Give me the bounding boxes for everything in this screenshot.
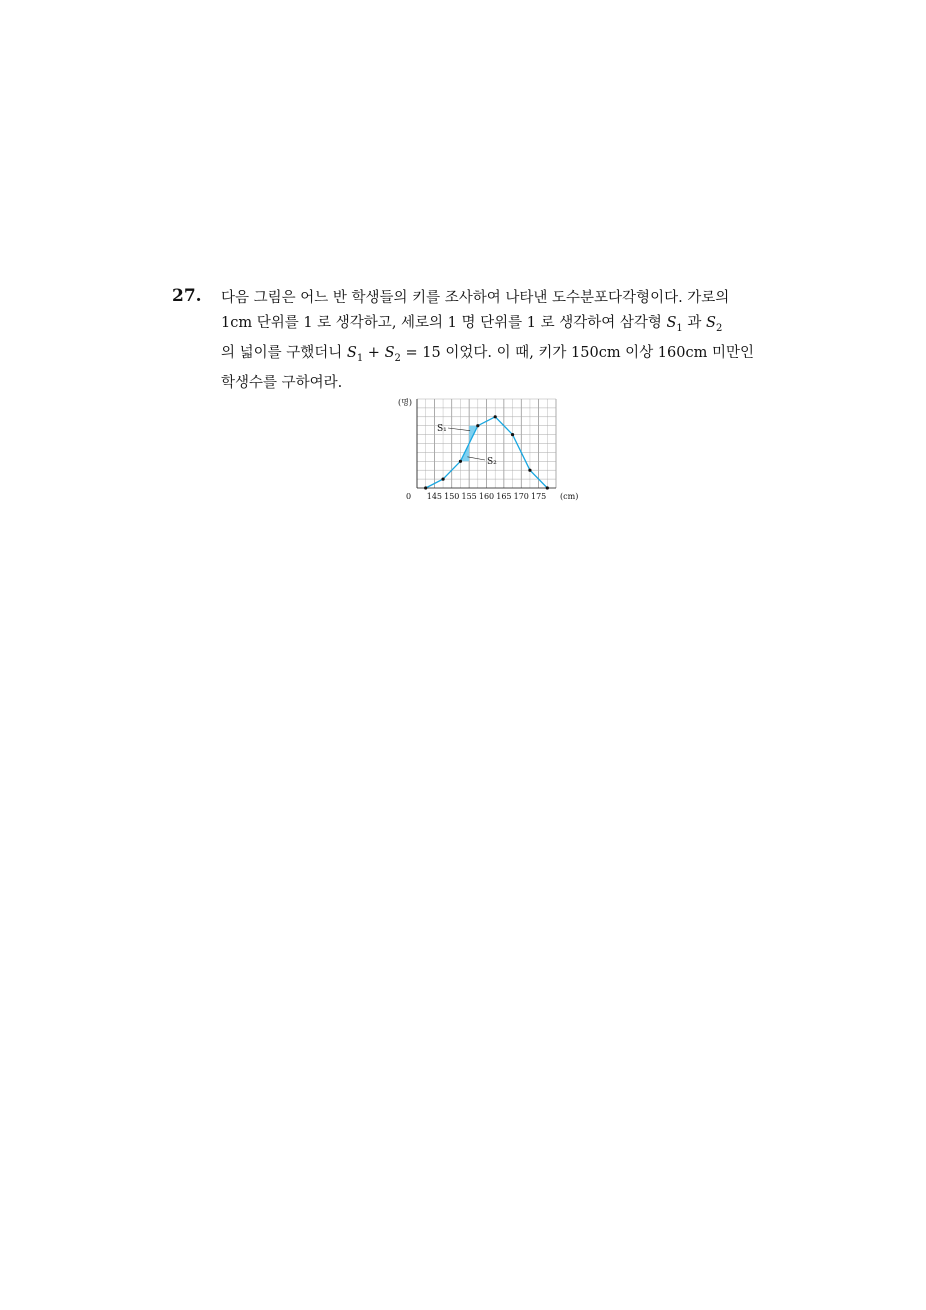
data-point (459, 460, 462, 463)
problem-line-4: 학생수를 구하여라. (221, 374, 343, 391)
problem-line-3 (221, 341, 766, 371)
s2-leader-line (467, 457, 485, 460)
problem-text (221, 286, 766, 396)
problem-number: 27. (172, 286, 202, 306)
s2-annotation: S₂ (487, 457, 497, 467)
x-tick-label: 150 (444, 492, 460, 501)
conj-text: 과 (687, 315, 702, 331)
chart-svg (390, 393, 580, 505)
x-tick-label: 155 (461, 492, 477, 501)
data-point (511, 433, 514, 436)
x-tick-label: 160 (478, 492, 495, 501)
frequency-polygon-chart (390, 393, 580, 505)
data-point (528, 469, 531, 472)
after-equation-text: 이었다. 이 때, 키가 150cm 이상 160cm 미만인 (445, 344, 754, 361)
origin-label: 0 (406, 492, 412, 501)
s1-symbol: $S_1$ (666, 315, 683, 334)
problem-line-3-text: 의 넓이를 구했더니 (221, 344, 343, 361)
problem-line-2 (221, 311, 766, 341)
data-point (424, 486, 427, 489)
x-axis-label: (cm) (560, 492, 579, 501)
data-point (494, 415, 497, 418)
x-tick-label: 170 (513, 492, 529, 501)
equation: $S_1 + S_2 = 15$ (346, 344, 441, 364)
x-tick-label: 175 (530, 492, 547, 501)
data-point (441, 478, 444, 481)
s1-annotation: S₁ (437, 424, 447, 434)
problem-line-2-text: 1cm 단위를 1 로 생각하고, 세로의 1 명 단위를 1 로 생각하여 삼각형 (221, 315, 662, 331)
s1-leader-line (448, 428, 470, 431)
data-point (546, 486, 549, 489)
y-axis-label: (명) (398, 398, 412, 407)
x-tick-label: 165 (496, 492, 512, 501)
data-point (476, 424, 479, 427)
s2-symbol: $S_2$ (706, 315, 723, 334)
problem-line-1: 다음 그림은 어느 반 학생들의 키를 조사하여 나타낸 도수분포다각형이다. 가로의 (221, 290, 730, 306)
x-tick-label: 145 (426, 492, 443, 501)
